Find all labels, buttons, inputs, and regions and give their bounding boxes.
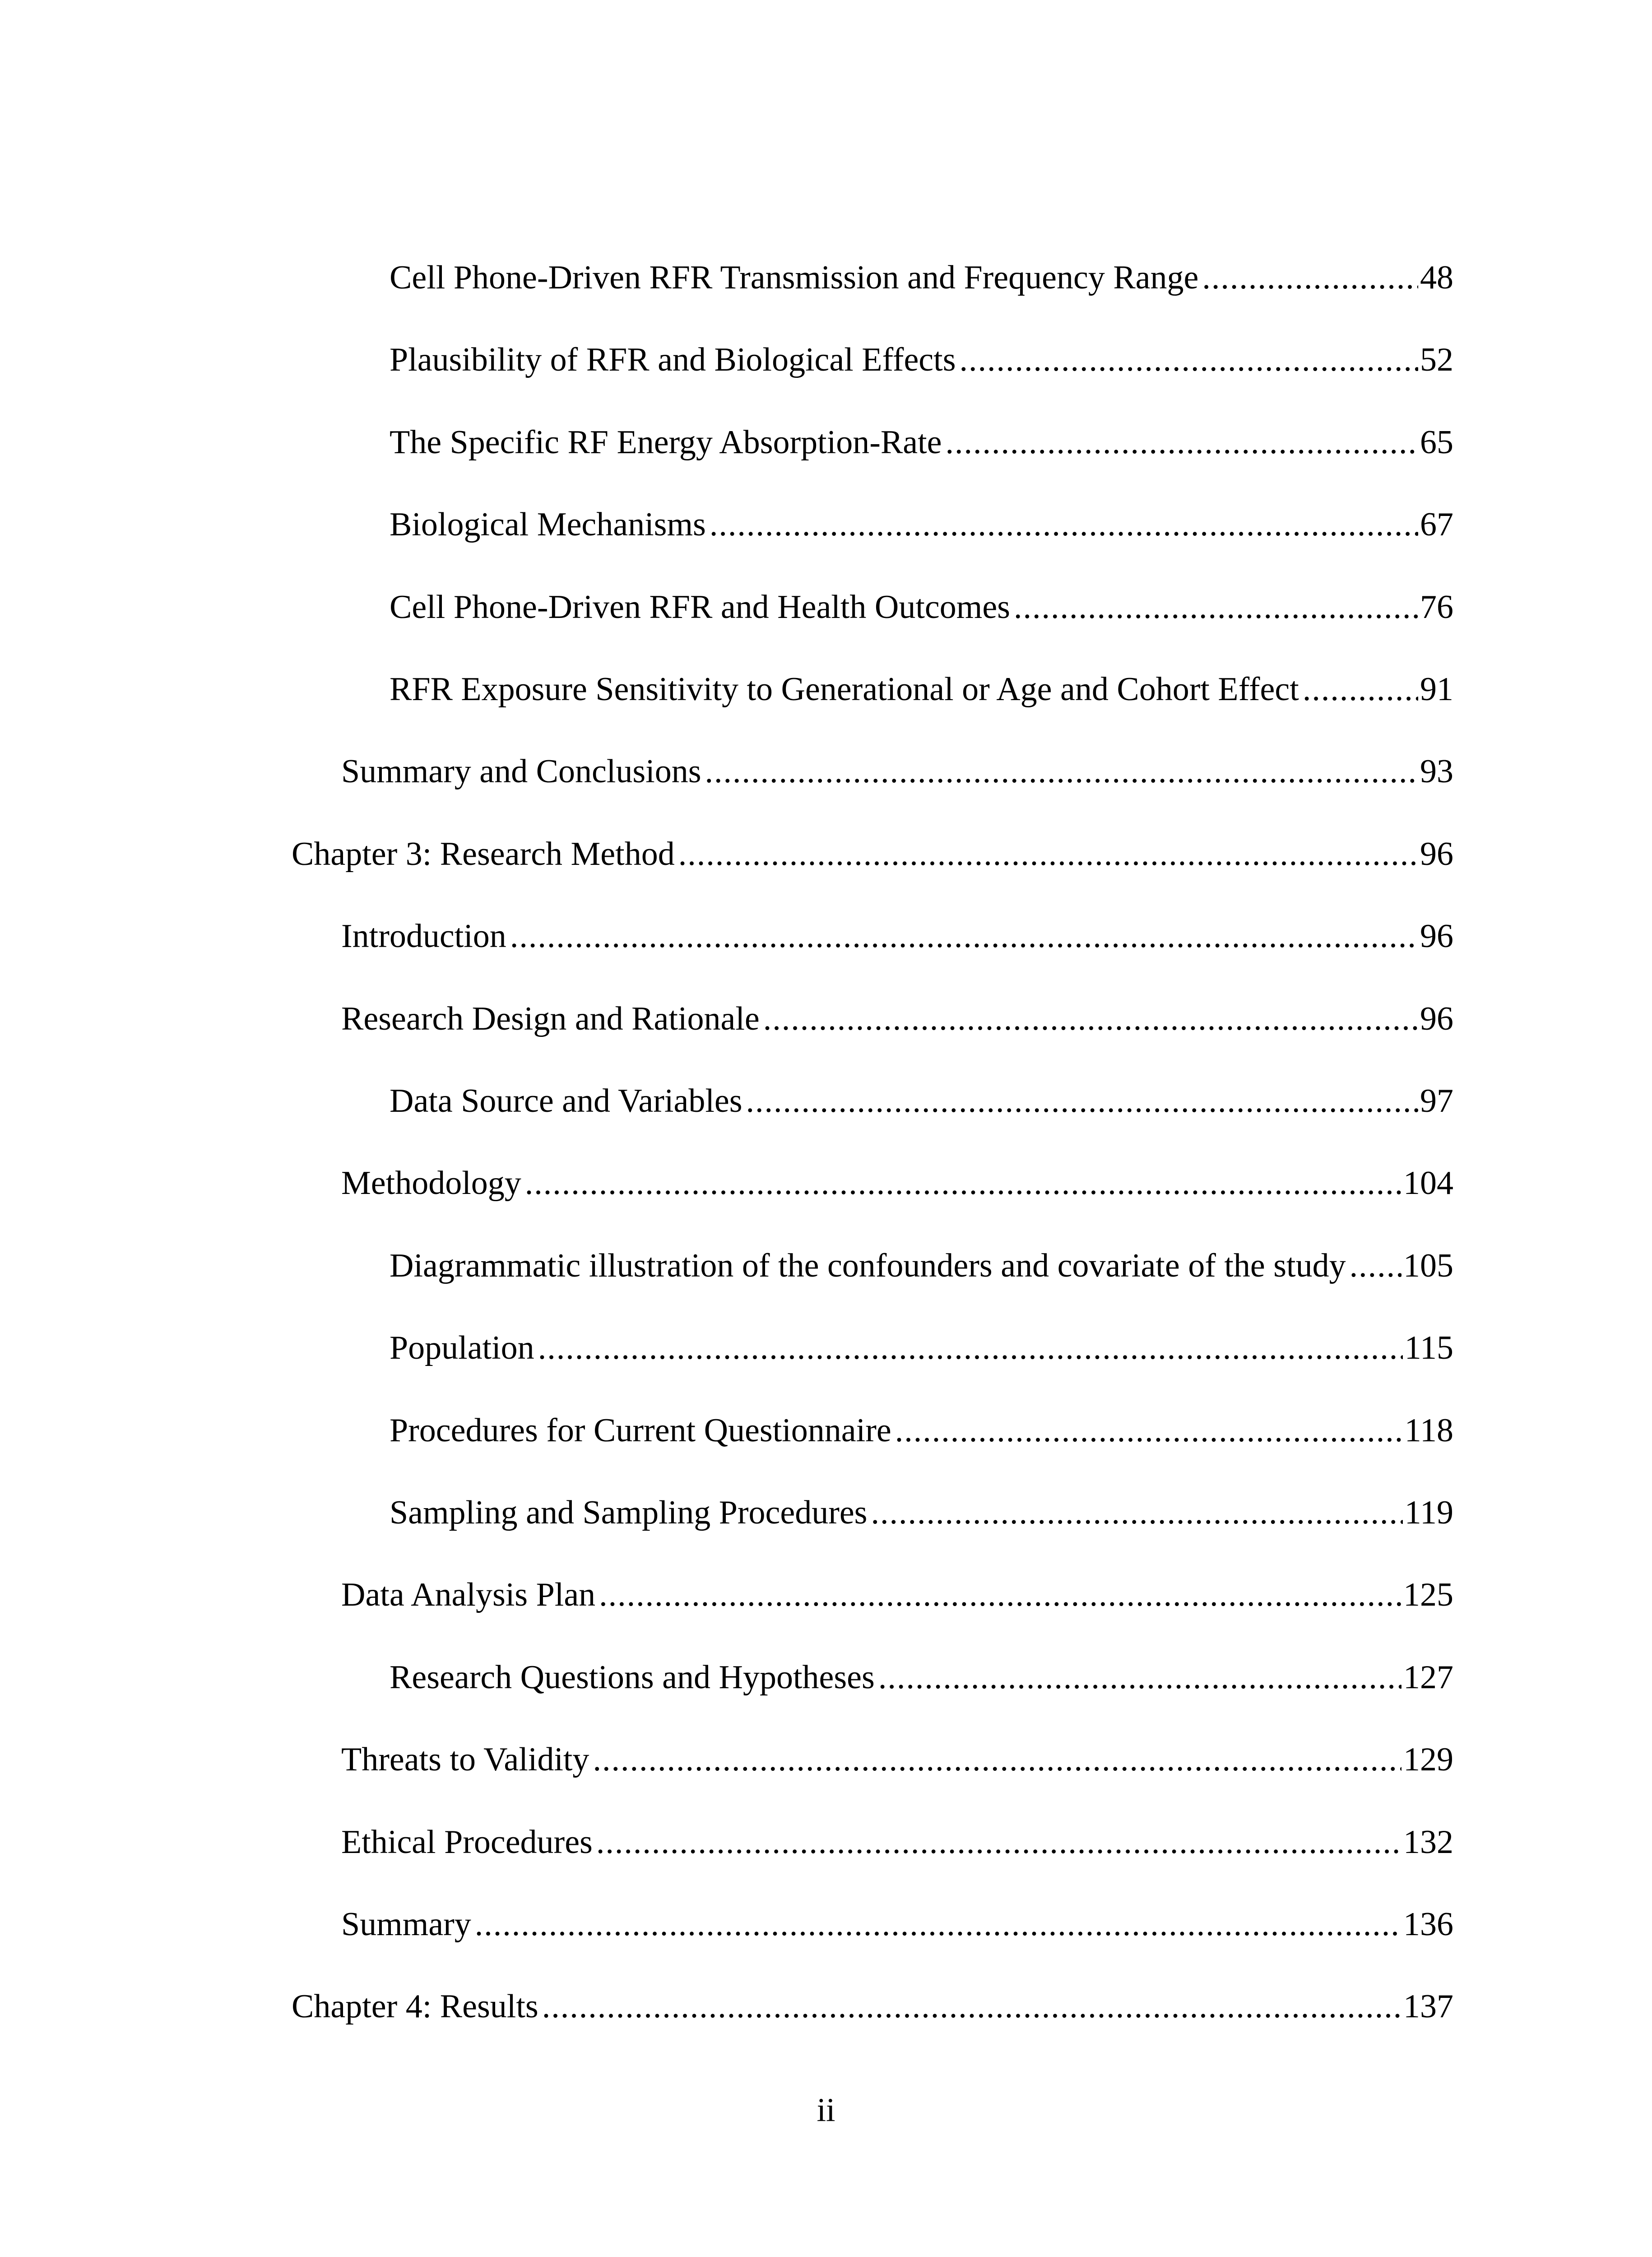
toc-entry-page-number: 96 [1420,918,1453,955]
toc-entry[interactable] [341,994,1453,1044]
toc-entry-title: Research Questions and Hypotheses [390,1659,875,1696]
toc-entry-title: The Specific RF Energy Absorption-Rate [390,424,942,461]
toc-entry[interactable] [390,1406,1453,1455]
toc-entry[interactable] [390,1241,1453,1291]
toc-entry-page-number: 136 [1403,1906,1453,1943]
toc-entry-title: Summary [341,1906,471,1943]
toc-dot-leader [596,1817,1401,1867]
toc-entry-page-number: 129 [1403,1741,1453,1778]
toc-entry[interactable] [390,664,1453,714]
toc-entry-page-number: 97 [1420,1082,1453,1119]
toc-entry-title: Procedures for Current Questionnaire [390,1412,891,1449]
toc-dot-leader [1350,1241,1401,1291]
toc-entry[interactable] [390,1488,1453,1537]
toc-entry-title: Population [390,1329,534,1366]
toc-entry[interactable] [390,1076,1453,1126]
toc-dot-leader [746,1076,1418,1126]
toc-entry-page-number: 96 [1420,1000,1453,1037]
toc-dot-leader [542,1982,1401,2031]
toc-entry-title: Biological Mechanisms [390,506,706,543]
toc-entry-page-number: 118 [1404,1412,1453,1449]
toc-dot-leader [599,1570,1401,1620]
toc-dot-leader [593,1735,1401,1784]
toc-entry-page-number: 119 [1404,1494,1453,1531]
toc-dot-leader [878,1653,1401,1702]
toc-dot-leader [871,1488,1402,1537]
toc-dot-leader [1303,664,1418,714]
toc-entry[interactable] [390,582,1453,632]
toc-dot-leader [538,1323,1403,1373]
toc-entry[interactable] [390,335,1453,385]
toc-entry-page-number: 76 [1420,589,1453,626]
toc-entry-page-number: 52 [1420,341,1453,378]
toc-dot-leader [510,911,1418,961]
toc-entry-title: Threats to Validity [341,1741,589,1778]
toc-dot-leader [705,747,1418,796]
toc-entry[interactable] [341,1570,1453,1620]
toc-dot-leader [1202,253,1418,302]
toc-entry-page-number: 93 [1420,753,1453,790]
toc-entry[interactable] [341,747,1453,796]
toc-dot-leader [960,335,1419,385]
toc-entry-page-number: 67 [1420,506,1453,543]
toc-entry-page-number: 127 [1403,1659,1453,1696]
toc-entry-page-number: 125 [1403,1576,1453,1613]
toc-dot-leader [710,500,1418,549]
toc-entry[interactable] [390,500,1453,549]
toc-entry-title: Methodology [341,1165,521,1202]
toc-entry[interactable] [390,418,1453,467]
toc-entry-title: Introduction [341,918,506,955]
page-number: ii [817,2092,835,2129]
toc-entry[interactable] [341,1735,1453,1784]
toc-entry-title: Cell Phone-Driven RFR and Health Outcomes [390,589,1010,626]
toc-dot-leader [1014,582,1418,632]
toc-entry-title: RFR Exposure Sensitivity to Generational or Age and Cohort Effect [390,671,1299,708]
toc-entry-title: Diagrammatic illustration of the confounders and covariate of the study [390,1247,1346,1284]
toc-entry-title: Summary and Conclusions [341,753,701,790]
toc-entry-page-number: 65 [1420,424,1453,461]
toc-entry-page-number: 104 [1403,1165,1453,1202]
toc-entry[interactable] [341,1899,1453,1949]
toc-entry-title: Data Analysis Plan [341,1576,596,1613]
toc-entry-title: Chapter 4: Results [292,1988,538,2025]
toc-entry-title: Chapter 3: Research Method [292,836,675,873]
toc-entry-title: Cell Phone-Driven RFR Transmission and Frequency Range [390,259,1199,296]
toc-entry[interactable] [390,1653,1453,1702]
toc-entry[interactable] [390,1323,1453,1373]
toc-dot-leader [946,418,1418,467]
toc-entry-page-number: 115 [1404,1329,1453,1366]
toc-entry[interactable] [292,1982,1453,2031]
toc-entry-page-number: 137 [1403,1988,1453,2025]
toc-entry-page-number: 48 [1420,259,1453,296]
toc-entry-title: Plausibility of RFR and Biological Effects [390,341,956,378]
toc-entry[interactable] [341,1158,1453,1208]
toc-dot-leader [763,994,1418,1044]
toc-entry-page-number: 132 [1403,1824,1453,1861]
toc-entry-title: Research Design and Rationale [341,1000,760,1037]
toc-entry-title: Data Source and Variables [390,1082,742,1119]
toc-entry[interactable] [390,253,1453,302]
toc-entry-title: Sampling and Sampling Procedures [390,1494,868,1531]
toc-entry[interactable] [341,1817,1453,1867]
toc-entry-page-number: 105 [1403,1247,1453,1284]
toc-entry[interactable] [341,911,1453,961]
toc-dot-leader [895,1406,1403,1455]
toc-dot-leader [475,1899,1401,1949]
toc-entry-title: Ethical Procedures [341,1824,593,1861]
toc-dot-leader [525,1158,1401,1208]
toc-entry-page-number: 91 [1420,671,1453,708]
toc-dot-leader [678,829,1418,879]
toc-entry[interactable] [292,829,1453,879]
toc-entry-page-number: 96 [1420,836,1453,873]
